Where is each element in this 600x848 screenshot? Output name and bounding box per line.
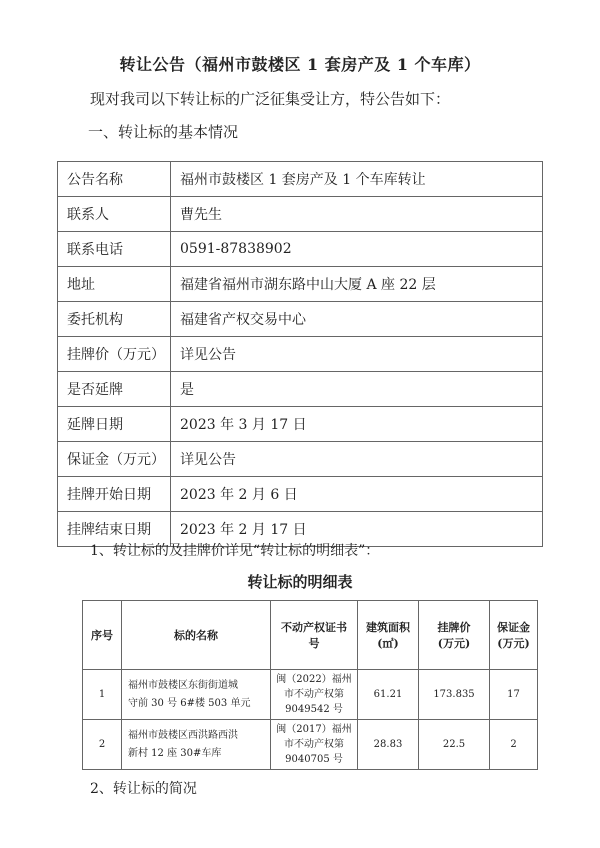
- cell-price: 22.5: [419, 720, 490, 770]
- info-key: 公告名称: [58, 162, 171, 197]
- header-no: 序号: [83, 601, 122, 670]
- header-deposit-line1: 保证金: [497, 621, 530, 634]
- cell-cert-line1: 闽（2022）福州: [276, 674, 352, 685]
- info-key: 联系电话: [58, 232, 171, 267]
- info-key: 挂牌结束日期: [58, 512, 171, 547]
- cell-name-line2: 新村 12 座 30#车库: [128, 747, 222, 759]
- info-key: 委托机构: [58, 302, 171, 337]
- table-row: [83, 670, 538, 720]
- cell-deposit: 17: [490, 670, 538, 720]
- header-cert-line1: 不动产权证书: [281, 621, 347, 634]
- cell-cert: [271, 720, 358, 770]
- header-price-line2: (万元): [437, 637, 471, 650]
- cell-no: 1: [83, 670, 122, 720]
- cell-name-line1: 福州市鼓楼区西洪路西洪: [128, 729, 238, 741]
- info-row: [58, 302, 543, 337]
- table-row: [83, 720, 538, 770]
- cell-cert-line3: 9040705 号: [285, 754, 343, 765]
- info-row: [58, 442, 543, 477]
- header-area: [358, 601, 419, 670]
- intro-text: 现对我司以下转让标的广泛征集受让方，特公告如下：: [90, 90, 451, 108]
- header-area-line1: 建筑面积: [366, 621, 410, 634]
- detail-header-row: [83, 601, 538, 670]
- cell-cert-line1: 闽（2017）福州: [276, 724, 352, 735]
- cell-cert: [271, 670, 358, 720]
- info-row: [58, 372, 543, 407]
- cell-deposit: 2: [490, 720, 538, 770]
- info-key: 保证金（万元）: [58, 442, 171, 477]
- detail-table-title: 转让标的明细表: [247, 573, 353, 591]
- info-value: 2023 年 2 月 6 日: [171, 477, 543, 512]
- info-row: [58, 267, 543, 302]
- info-value: 2023 年 3 月 17 日: [171, 407, 543, 442]
- info-row: [58, 197, 543, 232]
- cell-cert-line2: 市不动产权第: [284, 689, 344, 700]
- info-value: 详见公告: [171, 442, 543, 477]
- cell-area: 61.21: [358, 670, 419, 720]
- cell-name-line1: 福州市鼓楼区东街街道城: [128, 679, 238, 691]
- cell-cert-line2: 市不动产权第: [284, 739, 344, 750]
- cell-name: [122, 720, 271, 770]
- info-row: [58, 232, 543, 267]
- header-cert-line2: 号: [308, 637, 320, 650]
- info-value: 详见公告: [171, 337, 543, 372]
- info-row: [58, 407, 543, 442]
- section-heading-brief: 2、转让标的简况: [90, 781, 197, 797]
- detail-table: [82, 600, 538, 770]
- header-price-line1: 挂牌价: [437, 621, 471, 634]
- info-value: 福建省产权交易中心: [171, 302, 543, 337]
- info-value: 是: [171, 372, 543, 407]
- header-area-line2: (㎡): [377, 637, 399, 650]
- cell-price: 173.835: [419, 670, 490, 720]
- info-row: [58, 337, 543, 372]
- info-key: 挂牌价（万元）: [58, 337, 171, 372]
- info-key: 延牌日期: [58, 407, 171, 442]
- cell-name: [122, 670, 271, 720]
- info-key: 挂牌开始日期: [58, 477, 171, 512]
- cell-no: 2: [83, 720, 122, 770]
- info-key: 是否延牌: [58, 372, 171, 407]
- info-row: [58, 162, 543, 197]
- info-key: 联系人: [58, 197, 171, 232]
- header-name: 标的名称: [122, 601, 271, 670]
- info-value: 福州市鼓楼区 1 套房产及 1 个车库转让: [171, 162, 543, 197]
- basic-info-table: [57, 161, 543, 547]
- detail-note: 1、转让标的及挂牌价详见“转让标的明细表”：: [90, 543, 380, 559]
- header-deposit: [490, 601, 538, 670]
- info-value: 2023 年 2 月 17 日: [171, 512, 543, 547]
- header-cert: [271, 601, 358, 670]
- header-deposit-line2: (万元): [497, 637, 530, 650]
- info-value: 0591-87838902: [171, 232, 543, 267]
- info-key: 地址: [58, 267, 171, 302]
- section-heading-basic-info: 一、转让标的基本情况: [88, 123, 239, 141]
- cell-cert-line3: 9049542 号: [285, 704, 343, 715]
- header-price: [419, 601, 490, 670]
- cell-name-line2: 守前 30 号 6#楼 503 单元: [128, 697, 251, 709]
- info-value: 福建省福州市湖东路中山大厦 A 座 22 层: [171, 267, 543, 302]
- cell-area: 28.83: [358, 720, 419, 770]
- info-value: 曹先生: [171, 197, 543, 232]
- page-title: 转让公告（福州市鼓楼区 1 套房产及 1 个车库）: [119, 55, 481, 74]
- info-row: [58, 477, 543, 512]
